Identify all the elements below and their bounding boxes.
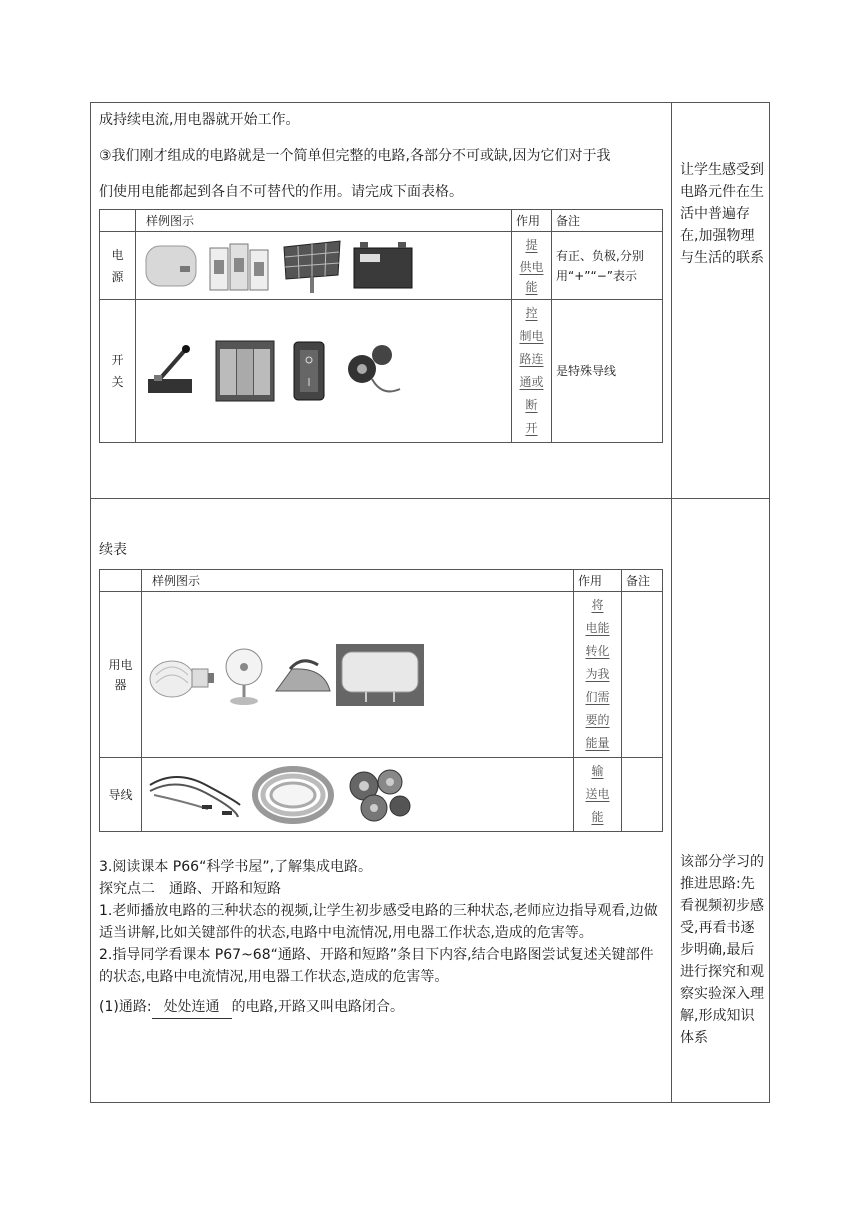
- sentence-prefix: (1)通路:: [99, 999, 152, 1015]
- function-text: 送电: [585, 787, 610, 801]
- content-cell-2: [91, 499, 672, 1103]
- text-line: 成持续电流,用电器就开始工作。: [99, 112, 300, 128]
- wire-coil-image: [252, 764, 334, 826]
- header-cell: 作用: [574, 570, 622, 592]
- function-text: 为我: [585, 667, 610, 681]
- switch-remark: 是特殊导线: [552, 300, 663, 443]
- power-bank-image: [140, 238, 202, 294]
- lesson-table: [90, 102, 770, 1103]
- function-text: 断: [525, 398, 538, 412]
- electric-fan-image: [218, 643, 270, 707]
- appliance-sample-images: [142, 592, 574, 758]
- function-text: 能: [591, 810, 604, 824]
- wire-remark: [622, 758, 663, 832]
- energy-saving-bulb-image: [146, 645, 216, 705]
- power-remark: 有正、负极,分别用“+”“−”表示: [552, 232, 663, 300]
- row-label-appliance: 用电器: [100, 592, 142, 758]
- header-cell: 样例图示: [142, 570, 574, 592]
- wall-switch-image: [214, 339, 276, 403]
- function-text: 提: [525, 238, 538, 252]
- function-text: 控: [525, 306, 538, 320]
- appliance-remark: [622, 592, 663, 758]
- paragraph: 3.阅读课本 P66“科学书屋”,了解集成电路。: [99, 859, 373, 875]
- power-sample-images: [136, 232, 512, 300]
- wire-sample-images: [142, 758, 574, 832]
- function-text: 转化: [585, 644, 610, 658]
- test-leads-image: [146, 765, 242, 825]
- power-function: [512, 232, 552, 300]
- function-text: 通或: [519, 375, 544, 389]
- header-cell: [100, 210, 136, 232]
- answer-blank: 处处连通: [152, 996, 232, 1019]
- header-cell: 备注: [622, 570, 663, 592]
- paragraph: 2.指导同学看课本 P67~68“通路、开路和短路”条目下内容,结合电路图尝试复述关键部件的状态,电路中电流情况,用电器工作状态,造成的危害等。: [99, 947, 654, 985]
- header-cell: 作用: [512, 210, 552, 232]
- rocker-switch-image: [292, 340, 326, 402]
- row-label-power: 电 源: [100, 232, 136, 300]
- content-cell-1: [91, 103, 672, 499]
- function-text: 电能: [585, 621, 610, 635]
- cables-image: [344, 764, 416, 826]
- fill-in-sentence: [99, 996, 663, 1019]
- appliance-function: [574, 592, 622, 758]
- function-text: 开: [525, 421, 538, 435]
- header-cell: 样例图示: [136, 210, 512, 232]
- switch-sample-images: [136, 300, 512, 443]
- switch-function: [512, 300, 552, 443]
- components-table-1: [99, 209, 663, 443]
- continued-label: 续表: [99, 542, 127, 558]
- section-heading: 探究点二 通路、开路和短路: [99, 881, 281, 897]
- car-battery-image: [350, 238, 416, 294]
- components-table-2: [99, 569, 663, 832]
- text-line: ③我们刚才组成的电路就是一个简单但完整的电路,各部分不可或缺,因为它们对于我: [99, 148, 611, 164]
- side-note-2: 该部分学习的推进思路:先看视频初步感受,再看书逐步明确,最后进行探究和观察实验深入理解,形成知识体系: [680, 854, 764, 1046]
- side-note-1: 让学生感受到电路元件在生活中普遍存在,加强物理与生活的联系: [680, 162, 764, 266]
- header-cell: 备注: [552, 210, 663, 232]
- paragraph: 1.老师播放电路的三种状态的视频,让学生初步感受电路的三种状态,老师应边指导观看,边做适当讲解,比如关键部件的状态,电路中电流情况,用电器工作状态,造成的危害等。: [99, 903, 658, 941]
- function-text: 输: [591, 764, 604, 778]
- cord-switch-image: [342, 341, 404, 401]
- side-note-cell-1: [672, 103, 770, 499]
- sentence-suffix: 的电路,开路又叫电路闭合。: [231, 999, 405, 1015]
- knife-switch-image: [144, 341, 198, 401]
- function-text: 能量: [585, 736, 610, 750]
- function-text: 们需: [585, 690, 610, 704]
- wire-function: [574, 758, 622, 832]
- function-text: 要的: [585, 713, 610, 727]
- solar-panel-image: [280, 237, 344, 295]
- water-heater-image: [336, 644, 424, 706]
- row-label-wire: 导线: [100, 758, 142, 832]
- function-text: 将: [591, 598, 604, 612]
- text-line: 们使用电能都起到各自不可替代的作用。请完成下面表格。: [99, 184, 463, 200]
- function-text: 制电: [519, 329, 544, 343]
- side-note-cell-2: [672, 499, 770, 1103]
- function-text: 路连: [519, 352, 544, 366]
- header-cell: [100, 570, 142, 592]
- function-text: 能: [525, 280, 538, 294]
- row-label-switch: 开 关: [100, 300, 136, 443]
- batteries-image: [208, 238, 274, 294]
- function-text: 供电: [519, 260, 544, 274]
- electric-iron-image: [272, 647, 334, 703]
